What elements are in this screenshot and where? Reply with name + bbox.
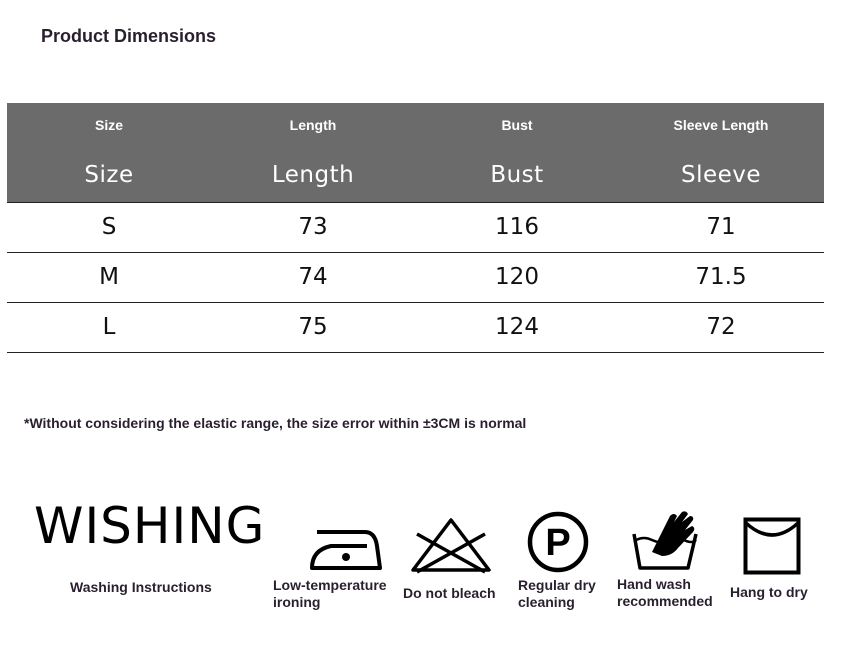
hand-wash-label	[617, 576, 713, 610]
length-cell: 74	[298, 264, 328, 290]
bust-cell: 116	[495, 214, 539, 240]
size-error-note: *Without considering the elastic range, the size error within ±3CM is normal	[24, 415, 527, 431]
table-header	[7, 103, 824, 203]
length-cell: 73	[298, 214, 328, 240]
table-row	[7, 303, 824, 353]
hand-wash-label-line2: recommended	[617, 593, 713, 609]
size-cell: L	[102, 314, 116, 340]
iron-label-line1: Low-temperature	[273, 577, 387, 593]
header-length: Length	[271, 162, 355, 188]
care-heading: WISHING	[34, 497, 266, 555]
bust-cell: 120	[495, 264, 539, 290]
iron-label	[273, 577, 387, 611]
table-row	[7, 253, 824, 303]
length-cell: 75	[298, 314, 328, 340]
header-size: Size	[84, 162, 134, 188]
header-sleeve-small: Sleeve Length	[673, 117, 769, 133]
sleeve-cell: 71.5	[695, 264, 747, 290]
bleach-label	[403, 585, 496, 602]
header-bust: Bust	[490, 162, 544, 188]
dry-clean-p-icon	[526, 510, 590, 579]
dry-clean-label	[518, 577, 596, 611]
dry-clean-label-line1: Regular dry	[518, 577, 596, 593]
bleach-label-line1: Do not bleach	[403, 585, 496, 601]
no-bleach-icon	[409, 516, 493, 579]
hang-dry-label	[730, 584, 808, 601]
iron-label-line2: ironing	[273, 594, 321, 610]
sleeve-cell: 71	[706, 214, 736, 240]
header-length-small: Length	[289, 117, 337, 133]
hand-wash-label-line1: Hand wash	[617, 576, 691, 592]
bust-cell: 124	[495, 314, 539, 340]
header-sleeve: Sleeve	[680, 162, 762, 188]
header-bust-small: Bust	[501, 117, 533, 133]
svg-text:P: P	[545, 522, 571, 564]
sleeve-cell: 72	[706, 314, 736, 340]
iron-low-temperature-icon	[309, 524, 383, 577]
dry-clean-label-line2: cleaning	[518, 594, 575, 610]
table-row	[7, 203, 824, 253]
size-cell: S	[101, 214, 117, 240]
care-subheading: Washing Instructions	[70, 579, 212, 595]
hang-dry-label-line1: Hang to dry	[730, 584, 808, 600]
hang-to-dry-icon	[743, 517, 801, 580]
header-size-small: Size	[94, 117, 123, 133]
size-cell: M	[99, 264, 119, 290]
page-title: Product Dimensions	[41, 26, 217, 46]
hand-wash-icon	[630, 508, 700, 577]
size-table	[7, 103, 824, 353]
